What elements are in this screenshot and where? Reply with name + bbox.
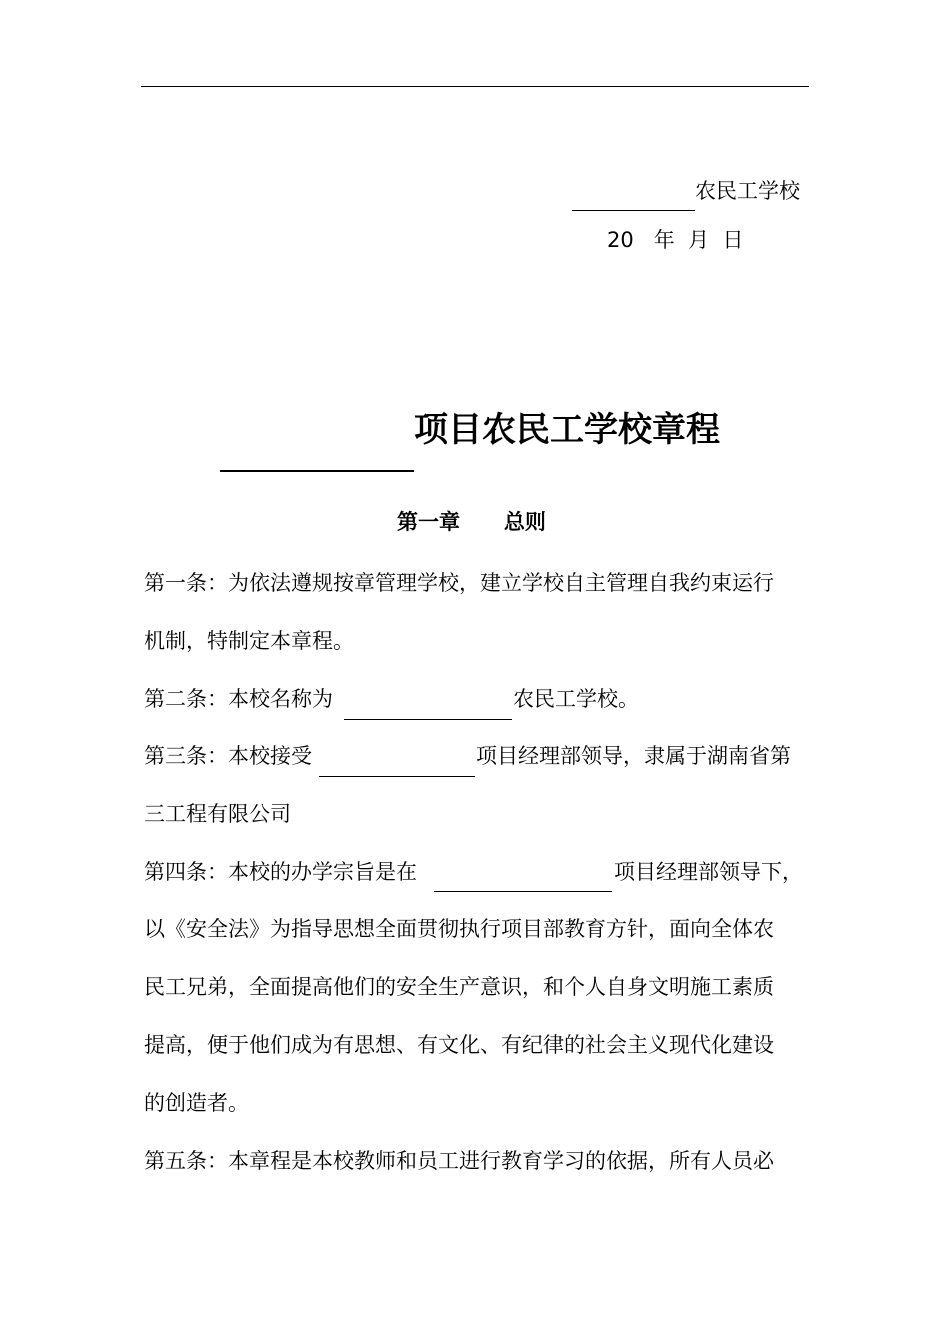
article-3-line-2: 三工程有限公司 bbox=[144, 802, 291, 826]
article-4-line-5: 的创造者。 bbox=[144, 1091, 249, 1115]
article-1-line-1: 第一条：为依法遵规按章管理学校，建立学校自主管理自我约束运行 bbox=[144, 571, 774, 595]
article-2-suffix: 农民工学校。 bbox=[513, 687, 639, 711]
title-blank-line bbox=[220, 470, 414, 472]
chapter-heading: 第一章 总则 bbox=[397, 510, 546, 534]
article-2-prefix: 第二条：本校名称为 bbox=[144, 687, 333, 711]
article-3-suffix: 项目经理部领导，隶属于湖南省第 bbox=[476, 744, 791, 768]
document-title: 项目农民工学校章程 bbox=[414, 410, 720, 450]
article-2-blank-line bbox=[344, 719, 512, 720]
article-4-line-4: 提高，便于他们成为有思想、有文化、有纪律的社会主义现代化建设 bbox=[144, 1033, 774, 1057]
article-4-line-3: 民工兄弟，全面提高他们的安全生产意识，和个人自身文明施工素质 bbox=[144, 975, 774, 999]
article-3-prefix: 第三条：本校接受 bbox=[144, 744, 312, 768]
article-1-line-2: 机制，特制定本章程。 bbox=[144, 629, 354, 653]
article-4-suffix: 项目经理部领导下， bbox=[614, 860, 803, 884]
article-4-blank-line bbox=[434, 891, 612, 892]
signature-blank-line bbox=[572, 210, 695, 211]
article-3-blank-line bbox=[319, 776, 475, 777]
header-rule bbox=[141, 86, 809, 87]
signature-school-name: 农民工学校 bbox=[695, 179, 800, 203]
article-4-line-2: 以《安全法》为指导思想全面贯彻执行项目部教育方针，面向全体农 bbox=[144, 917, 774, 941]
article-5-line-1: 第五条：本章程是本校教师和员工进行教育学习的依据，所有人员必 bbox=[144, 1149, 774, 1173]
article-4-prefix: 第四条：本校的办学宗旨是在 bbox=[144, 860, 417, 884]
signature-date: 20 年 月 日 bbox=[607, 228, 744, 252]
